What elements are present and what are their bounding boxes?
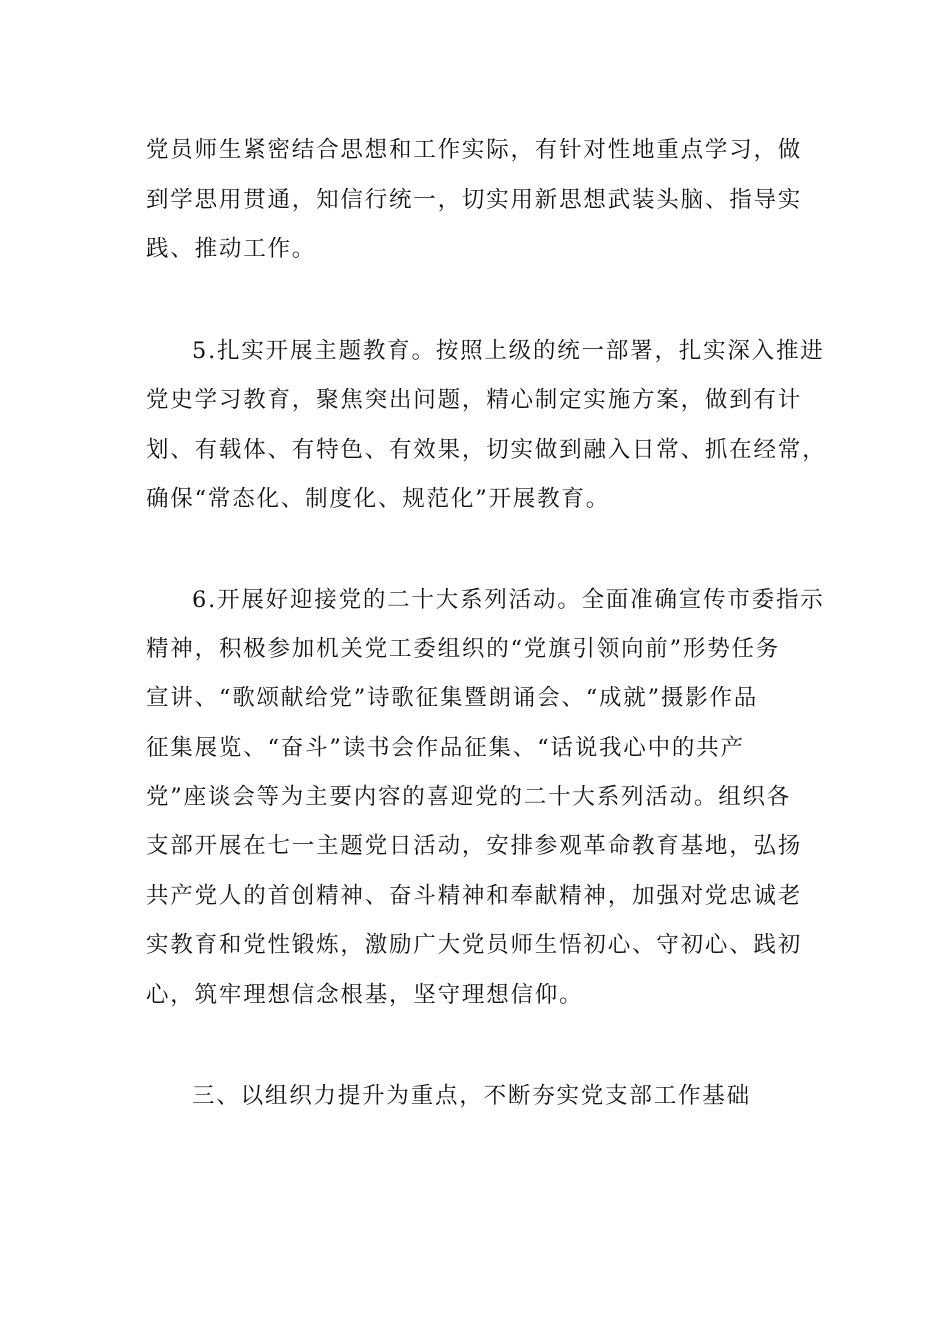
paragraph-3-line-9: 心，筑牢理想信念根基，坚守理想信仰。 bbox=[146, 982, 584, 1008]
paragraph-3-line-8: 实教育和党性锻炼，激励广大党员师生悟初心、守初心、践初 bbox=[146, 932, 803, 958]
paragraph-2-line-1: 5.扎实开展主题教育。按照上级的统一部署，扎实深入推进 bbox=[192, 338, 825, 364]
paragraph-1-line-1: 党员师生紧密结合思想和工作实际，有针对性地重点学习，做 bbox=[146, 137, 803, 163]
paragraph-2-line-3: 划、有载体、有特色、有效果，切实做到融入日常、抓在经常， bbox=[146, 437, 827, 463]
paragraph-2-line-2: 党史学习教育，聚焦突出问题，精心制定实施方案，做到有计 bbox=[146, 387, 803, 413]
paragraph-3-line-7: 共产党人的首创精神、奋斗精神和奉献精神，加强对党忠诚老 bbox=[146, 883, 803, 909]
section-heading: 三、以组织力提升为重点，不断夯实党支部工作基础 bbox=[192, 1083, 751, 1109]
paragraph-3-line-6: 支部开展在七一主题党日活动，安排参观革命教育基地，弘扬 bbox=[146, 833, 803, 859]
paragraph-3-line-1: 6.开展好迎接党的二十大系列活动。全面准确宣传市委指示 bbox=[192, 587, 825, 613]
paragraph-1-line-3: 践、推动工作。 bbox=[146, 236, 317, 262]
paragraph-3-line-4: 征集展览、“奋斗”读书会作品征集、“话说我心中的共产 bbox=[146, 735, 745, 761]
paragraph-3-line-2: 精神，积极参加机关党工委组织的“党旗引领向前”形势任务 bbox=[146, 636, 781, 662]
paragraph-3-line-5: 党”座谈会等为主要内容的喜迎党的二十大系列活动。组织各 bbox=[146, 784, 792, 810]
paragraph-3-line-3: 宣讲、“歌颂献给党”诗歌征集暨朗诵会、“成就”摄影作品 bbox=[146, 685, 759, 711]
paragraph-2-line-4: 确保“常态化、制度化、规范化”开展教育。 bbox=[146, 486, 611, 512]
paragraph-1-line-2: 到学思用贯通，知信行统一，切实用新思想武装头脑、指导实 bbox=[146, 187, 803, 213]
